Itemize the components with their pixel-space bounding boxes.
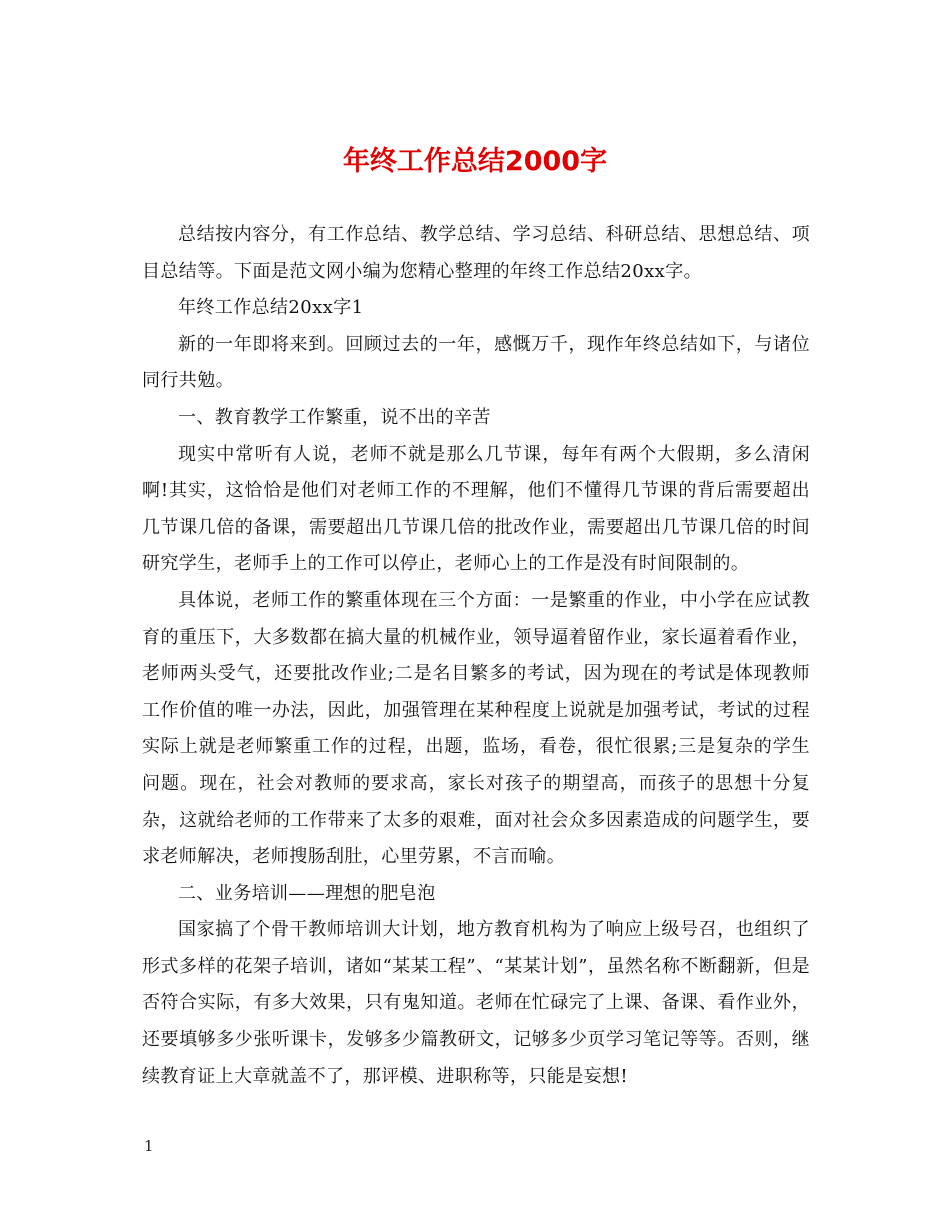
- paragraph-workload: 具体说，老师工作的繁重体现在三个方面：一是繁重的作业，中小学在应试教育的重压下，大多数都在搞大量的机械作业，领导逼着留作业，家长逼着看作业，老师两头受气，还要批改作业;二是名目繁多的考试，因为现在的考试是体现教师工作价值的唯一办法，因此，加强管理在某种程度上说就是加强考试，考试的过程实际上就是老师繁重工作的过程，出题，监场，看卷，很忙很累;三是复杂的学生问题。现在，社会对教师的要求高，家长对孩子的期望高，而孩子的思想十分复杂，这就给老师的工作带来了太多的艰难，面对社会众多因素造成的问题学生，要求老师解决，老师搜肠刮肚，心里劳累，不言而喻。: [142, 589, 810, 868]
- paragraph-intro: 总结按内容分，有工作总结、教学总结、学习总结、科研总结、思想总结、项目总结等。下面是范文网小编为您精心整理的年终工作总结20xx字。: [142, 224, 810, 282]
- paragraph-reality: 现实中常听有人说，老师不就是那么几节课，每年有两个大假期，多么清闲啊!其实，这恰恰是他们对老师工作的不理解，他们不懂得几节课的背后需要超出几节课几倍的备课，需要超出几节课几倍的批改作业，需要超出几节课几倍的时间研究学生，老师手上的工作可以停止，老师心上的工作是没有时间限制的。: [142, 443, 810, 575]
- paragraph-section-heading: 年终工作总结20xx字1: [178, 297, 364, 319]
- paragraph-heading-one: 一、教育教学工作繁重，说不出的辛苦: [178, 406, 491, 428]
- paragraph-heading-two: 二、业务培训——理想的肥皂泡: [178, 882, 436, 904]
- paragraph-training: 国家搞了个骨干教师培训大计划，地方教育机构为了响应上级号召，也组织了形式多样的花架子培训，诸如“某某工程”、“某某计划”，虽然名称不断翻新，但是否符合实际，有多大效果，只有鬼知道。老师在忙碌完了上课、备课、看作业外，还要填够多少张听课卡，发够多少篇教研文，记够多少页学习笔记等等。否则，继续教育证上大章就盖不了，那评模、进职称等，只能是妄想!: [142, 919, 810, 1087]
- paragraph-opening: 新的一年即将来到。回顾过去的一年，感慨万千，现作年终总结如下，与诸位同行共勉。: [142, 333, 810, 392]
- page-number: 1: [144, 1137, 154, 1155]
- document-title: 年终工作总结2000字: [342, 146, 608, 177]
- document-body: [142, 217, 810, 1095]
